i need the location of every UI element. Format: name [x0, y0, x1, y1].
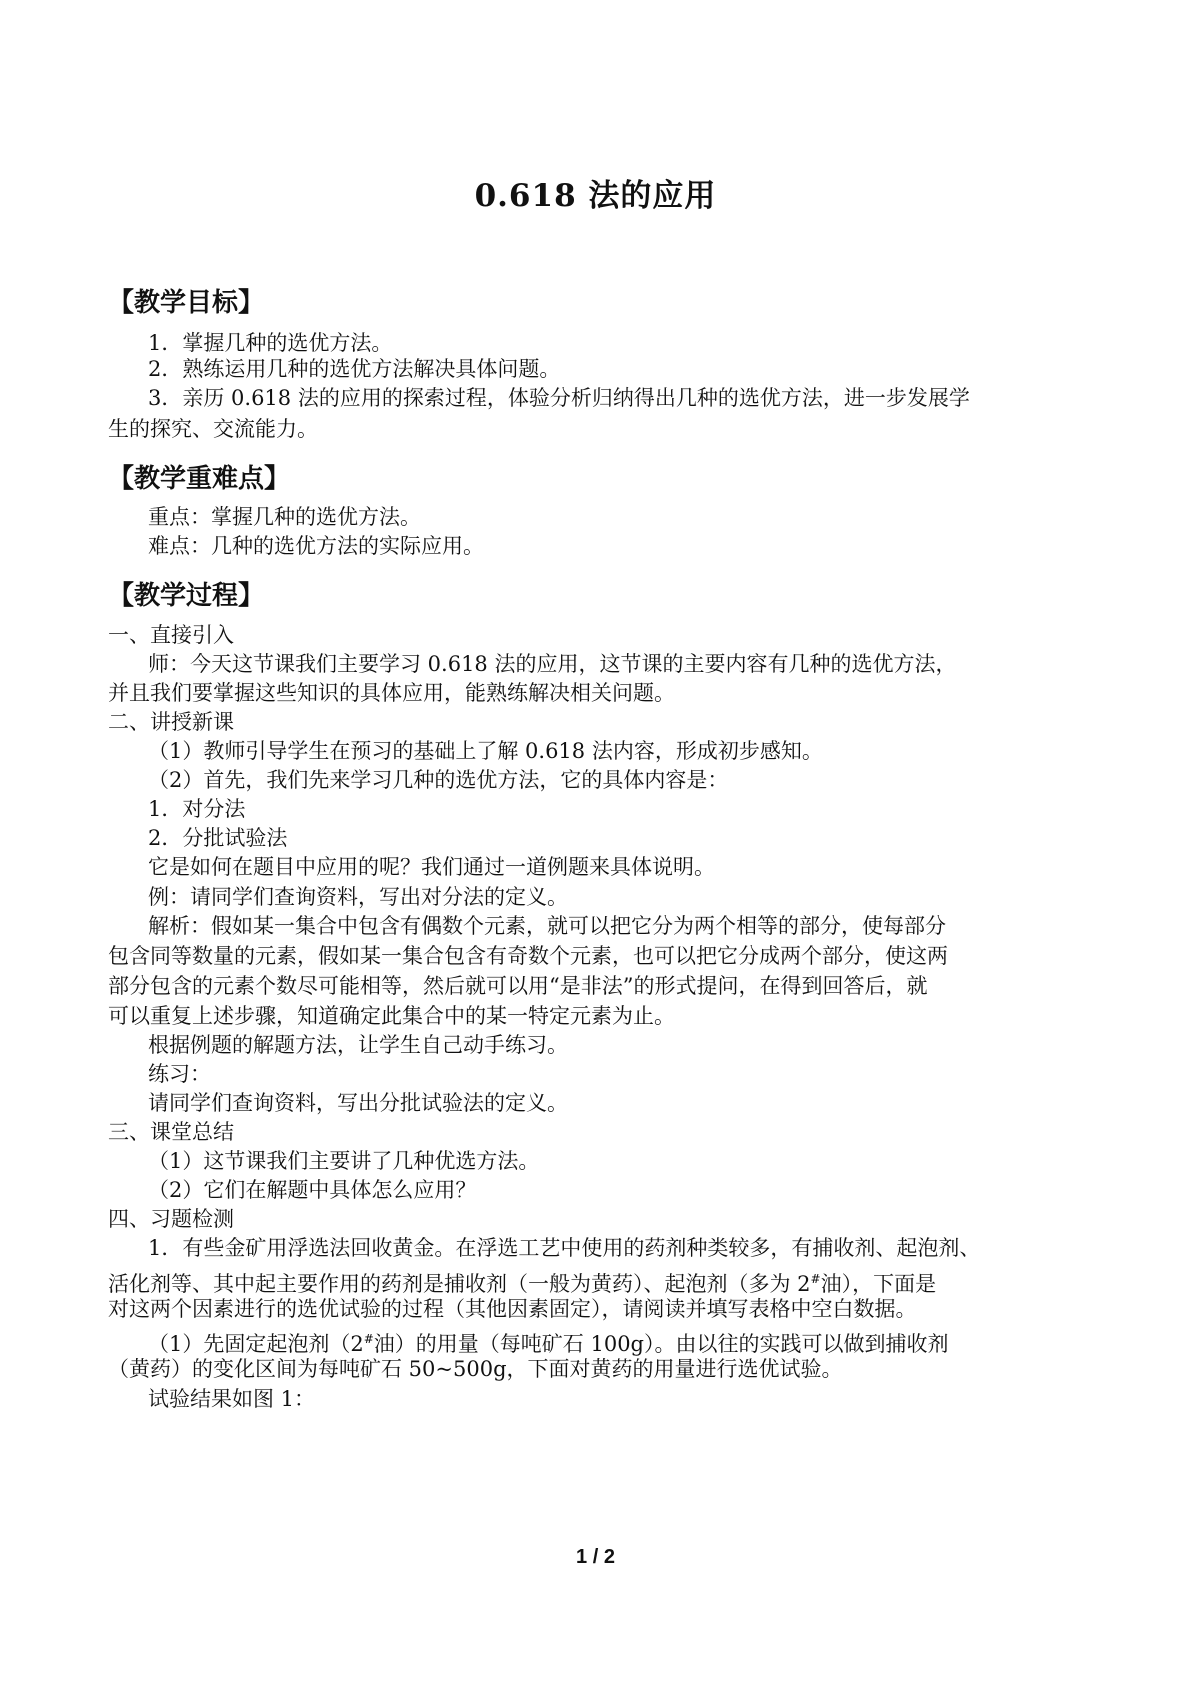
process-line: 它是如何在题目中应用的呢？我们通过一道例题来具体说明。 — [148, 855, 715, 879]
process-line: （1）教师引导学生在预习的基础上了解 0.618 法内容，形成初步感知。 — [148, 739, 823, 763]
process-line: 师：今天这节课我们主要学习 0.618 法的应用，这节课的主要内容有几种的选优方法， — [148, 652, 957, 676]
process-line: 解析：假如某一集合中包含有偶数个元素，就可以把它分为两个相等的部分，使每部分 — [148, 914, 946, 938]
section-heading-key-points: 【教学重难点】 — [108, 464, 291, 494]
process-line: 活化剂等、其中起主要作用的药剂是捕收剂（一般为黄药）、起泡剂（多为 2#油），下面是 — [108, 1272, 937, 1296]
process-line: （黄药）的变化区间为每吨矿石 50~500g，下面对黄药的用量进行选优试验。 — [108, 1357, 843, 1381]
process-line: 一、直接引入 — [108, 623, 234, 647]
section-heading-process: 【教学过程】 — [108, 581, 265, 611]
process-line: （1）这节课我们主要讲了几种优选方法。 — [148, 1149, 540, 1173]
key-point-item: 重点：掌握几种的选优方法。 — [148, 505, 421, 529]
process-line: 2．分批试验法 — [148, 826, 288, 850]
process-line: （2）首先，我们先来学习几种的选优方法，它的具体内容是： — [148, 768, 729, 792]
process-line: 练习： — [148, 1062, 211, 1086]
process-line: 根据例题的解题方法，让学生自己动手练习。 — [148, 1033, 568, 1057]
process-line: 试验结果如图 1： — [148, 1387, 316, 1411]
process-line: 包含同等数量的元素，假如某一集合包含有奇数个元素，也可以把它分成两个部分，使这两 — [108, 944, 948, 968]
goal-item-2: 2．熟练运用几种的选优方法解决具体问题。 — [148, 357, 561, 381]
goal-item-1: 1．掌握几种的选优方法。 — [148, 331, 393, 355]
difficult-point-item: 难点：几种的选优方法的实际应用。 — [148, 534, 484, 558]
process-line: （2）它们在解题中具体怎么应用？ — [148, 1178, 477, 1202]
process-line: 可以重复上述步骤，知道确定此集合中的某一特定元素为止。 — [108, 1004, 675, 1028]
process-line: 二、讲授新课 — [108, 710, 234, 734]
process-line: 1．对分法 — [148, 797, 246, 821]
goal-item-3-cont: 生的探究、交流能力。 — [108, 417, 318, 441]
process-line: 1．有些金矿用浮选法回收黄金。在浮选工艺中使用的药剂种类较多，有捕收剂、起泡剂、 — [148, 1236, 981, 1260]
page-title: 0.618 法的应用 — [474, 178, 717, 214]
process-line: 并且我们要掌握这些知识的具体应用，能熟练解决相关问题。 — [108, 681, 675, 705]
goal-item-3: 3．亲历 0.618 法的应用的探索过程，体验分析归纳得出几种的选优方法，进一步发展学 — [148, 386, 970, 410]
process-line: （1）先固定起泡剂（2#油）的用量（每吨矿石 100g）。由以往的实践可以做到捕收剂 — [148, 1332, 949, 1356]
process-line: 例：请同学们查询资料，写出对分法的定义。 — [148, 885, 568, 909]
process-line: 对这两个因素进行的选优试验的过程（其他因素固定），请阅读并填写表格中空白数据。 — [108, 1297, 917, 1321]
page-number: 1 / 2 — [576, 1546, 615, 1568]
process-line: 三、课堂总结 — [108, 1120, 234, 1144]
section-heading-goals: 【教学目标】 — [108, 288, 265, 318]
process-line: 四、习题检测 — [108, 1207, 234, 1231]
process-line: 部分包含的元素个数尽可能相等，然后就可以用“是非法”的形式提问，在得到回答后，就 — [108, 974, 928, 998]
process-line: 请同学们查询资料，写出分批试验法的定义。 — [148, 1091, 568, 1115]
